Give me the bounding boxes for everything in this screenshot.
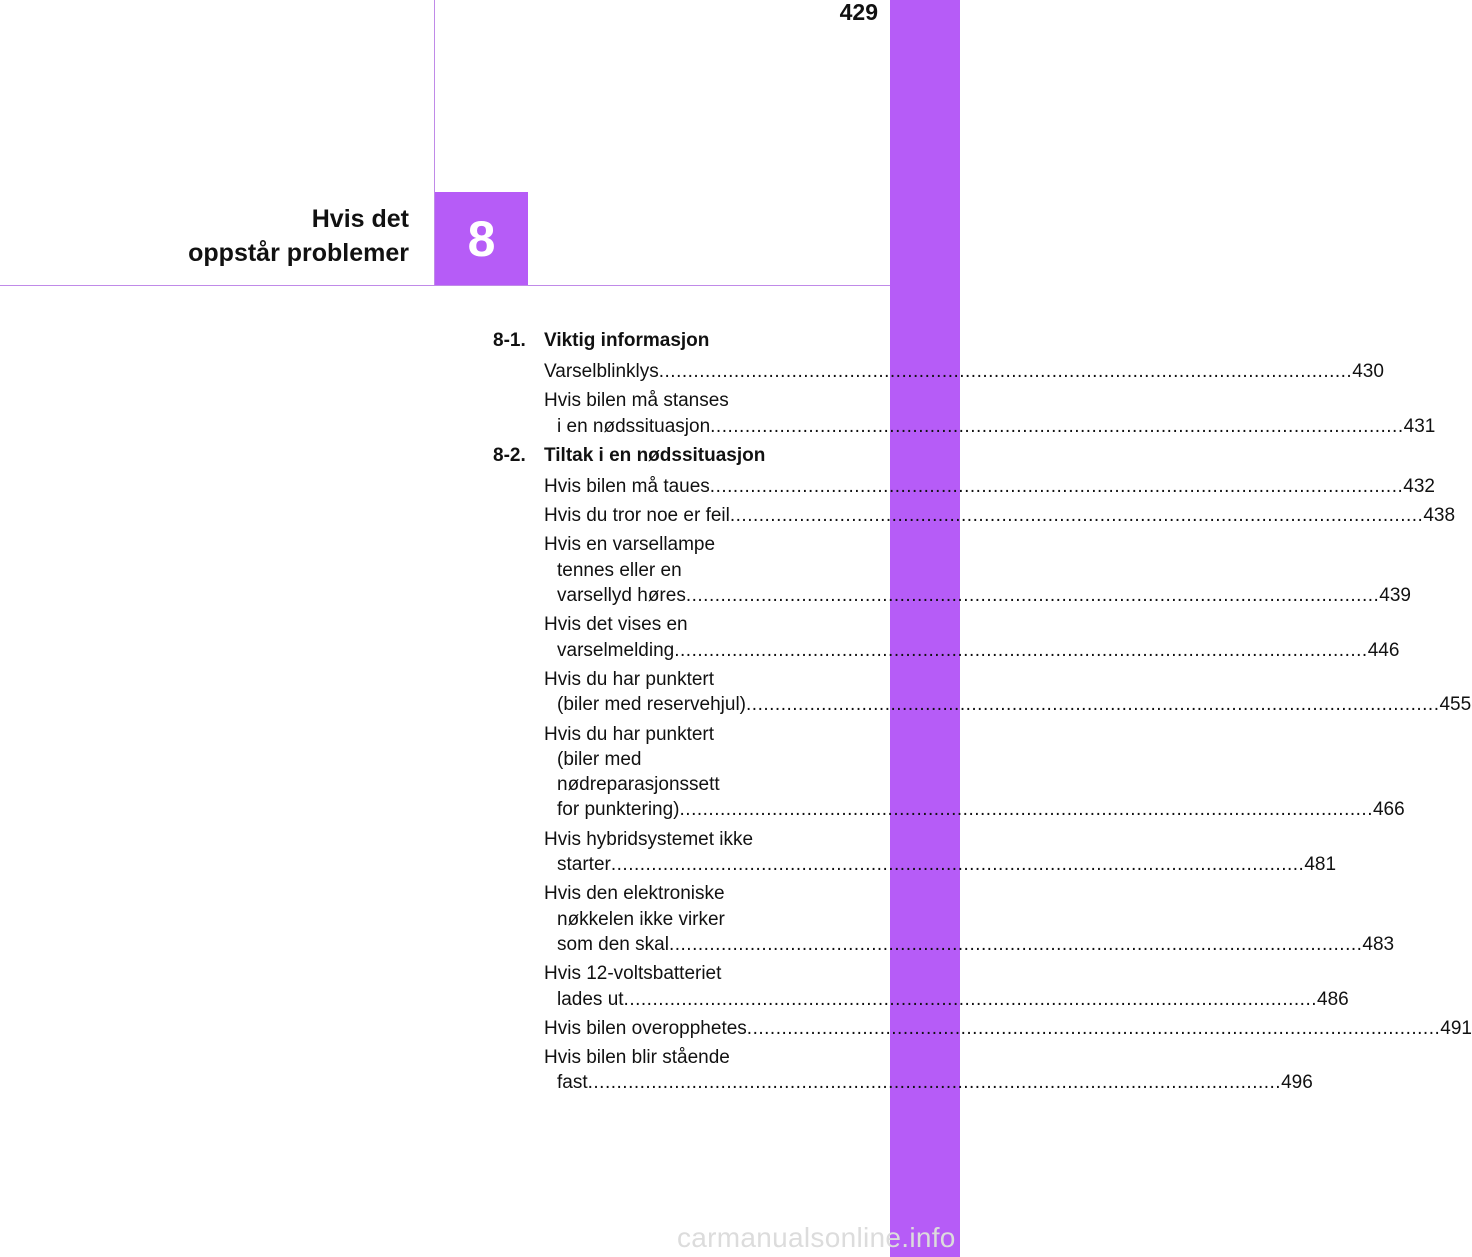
toc-entry-line [544, 852, 1337, 877]
toc-section-number: 8-1. [493, 330, 526, 351]
table-of-contents [493, 330, 1472, 1096]
toc-leader-dots: ........................................................................................................................ [587, 1072, 1282, 1094]
toc-entry-page: 430 [1352, 361, 1384, 382]
chapter-title [188, 202, 409, 270]
chapter-title-line: Hvis det [311, 205, 409, 233]
toc-entry-page: 438 [1423, 505, 1456, 527]
toc-leader-dots: ........................................................................................................................ [610, 854, 1305, 876]
toc-entry-line: Hvis en varsellampe [544, 534, 716, 556]
toc-entry-line [544, 692, 1472, 717]
toc-entry-text: (biler med reservehjul) [557, 694, 747, 716]
toc-entry-text: Hvis bilen overopphetes [544, 1017, 747, 1039]
toc-entry[interactable] [544, 474, 1435, 499]
toc-leader-dots: ........................................................................................................................ [668, 933, 1363, 955]
watermark: carmanualsonline.info [677, 1222, 956, 1253]
toc-section-heading [493, 445, 833, 470]
toc-entry-line [544, 1070, 1313, 1095]
toc-leader-dots: ........................................................................................................................ [623, 988, 1318, 1010]
chapter-number-box [435, 192, 528, 285]
toc-section-heading [493, 330, 833, 355]
toc-entry-line: Hvis hybridsystemet ikke [544, 828, 754, 850]
toc-entry-page: 491 [1440, 1017, 1472, 1039]
toc-entry[interactable] [544, 827, 1337, 878]
chapter-side-tab [890, 0, 960, 1257]
toc-entry-line [544, 503, 1456, 528]
toc-leader-dots: ........................................................................................................................ [746, 1017, 1441, 1039]
toc-entry-page: 496 [1281, 1072, 1313, 1094]
toc-entry-line [544, 987, 1349, 1012]
toc-leader-dots: ........................................................................................................................ [679, 799, 1373, 821]
toc-entry-text: varselmelding [557, 639, 675, 661]
toc-entry-page: 486 [1317, 988, 1349, 1010]
toc-entry-line: Hvis det vises en [544, 614, 688, 636]
toc-entry-text: for punktering) [557, 799, 680, 821]
toc-entry[interactable] [544, 667, 1472, 718]
toc-entry[interactable] [544, 532, 1411, 608]
toc-entry[interactable] [544, 1016, 1472, 1041]
toc-entry-line [544, 932, 1395, 957]
toc-entry-page: 466 [1372, 799, 1405, 821]
toc-entry-page: 439 [1379, 585, 1411, 607]
toc-leader-dots: ........................................................................................................................ [729, 505, 1424, 527]
toc-entry-line [544, 638, 1400, 663]
toc-entry-line [544, 414, 1436, 439]
chapter-number: 8 [467, 210, 496, 267]
toc-entry-line: Hvis 12-voltsbatteriet [544, 963, 722, 985]
toc-entry-text: som den skal [557, 933, 669, 955]
toc-entry-page: 483 [1362, 933, 1395, 955]
toc-leader-dots: ........................................................................................................................ [709, 475, 1404, 497]
toc-entry-line: Hvis bilen må stanses [544, 390, 729, 412]
toc-entry[interactable] [544, 503, 1456, 528]
toc-entry[interactable] [544, 612, 1400, 663]
toc-section-number: 8-2. [493, 444, 526, 466]
toc-entry[interactable] [544, 388, 1436, 439]
toc-entry[interactable] [544, 881, 1395, 957]
header-divider-horizontal [0, 285, 890, 286]
toc-entry-page: 432 [1403, 475, 1435, 497]
toc-entry[interactable] [544, 961, 1349, 1012]
toc-entry-line: Hvis du har punktert [544, 723, 715, 745]
toc-entry-page: 481 [1304, 854, 1337, 876]
toc-entry[interactable] [544, 359, 1384, 384]
toc-entry-text: fast [557, 1072, 588, 1094]
chapter-title-line: oppstår problemer [188, 239, 409, 267]
toc-entry-line [544, 583, 1411, 608]
toc-entry-line: tennes eller en [557, 559, 682, 581]
toc-entry-page: 455 [1439, 694, 1472, 716]
toc-leader-dots: ........................................................................................................................ [746, 694, 1440, 716]
toc-entry-line: (biler med [557, 748, 642, 770]
toc-leader-dots: ........................................................................................................................ [710, 415, 1404, 437]
toc-entry-page: 446 [1367, 639, 1400, 661]
toc-entry-text: starter [557, 854, 611, 876]
toc-entry-text: varsellyd høres [557, 585, 686, 607]
toc-entry-text: i en nødssituasjon [557, 415, 711, 437]
toc-entry-line [544, 359, 1384, 384]
toc-entry-page: 431 [1403, 415, 1436, 437]
toc-entry-line [544, 797, 1405, 822]
toc-entry-line: Hvis bilen blir stående [544, 1047, 730, 1069]
toc-leader-dots: ........................................................................................................................ [658, 361, 1353, 382]
toc-entry-text: Hvis bilen må taues [544, 475, 710, 497]
toc-entry-text: Varselblinklys [544, 361, 659, 382]
toc-entry-line: nødreparasjonssett [557, 774, 720, 796]
toc-section-title: Tiltak i en nødssituasjon [544, 444, 766, 466]
toc-entry[interactable] [544, 1045, 1313, 1096]
toc-entry[interactable] [544, 722, 1405, 823]
toc-leader-dots: ........................................................................................................................ [685, 585, 1380, 607]
page-number: 429 [839, 0, 878, 25]
toc-entry-text: lades ut [557, 988, 624, 1010]
toc-leader-dots: ........................................................................................................................ [674, 639, 1368, 661]
toc-entry-line: nøkkelen ikke virker [557, 908, 725, 930]
toc-section-title: Viktig informasjon [544, 330, 710, 351]
toc-entry-line: Hvis den elektroniske [544, 883, 725, 905]
toc-entry-line [544, 1016, 1472, 1041]
toc-entry-text: Hvis du tror noe er feil [544, 505, 730, 527]
toc-entry-line [544, 474, 1435, 499]
toc-entry-line: Hvis du har punktert [544, 668, 715, 690]
